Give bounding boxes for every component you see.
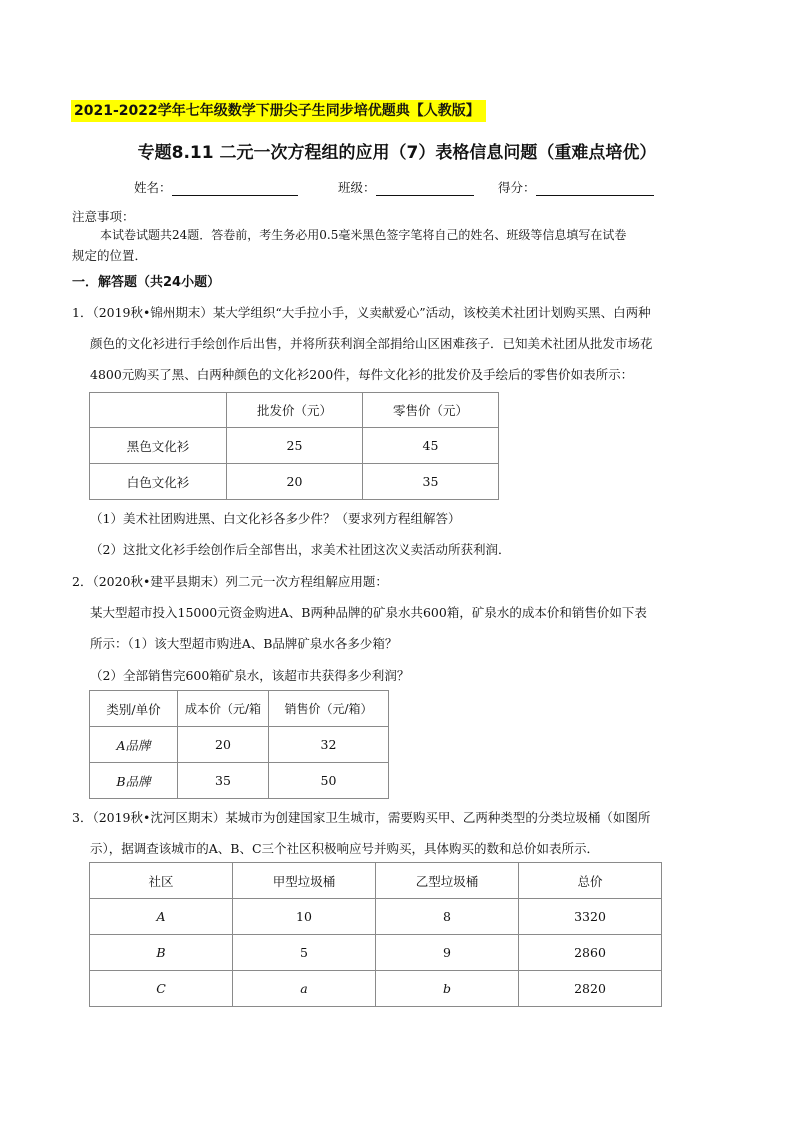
table-cell: 白色文化衫 <box>90 464 227 500</box>
q2-sub-2: （2）全部销售完600箱矿泉水，该超市共获得多少利润？ <box>90 668 410 683</box>
table-cell: C <box>90 971 233 1007</box>
table-cell: 2860 <box>519 935 662 971</box>
table-cell: 总价 <box>519 863 662 899</box>
q1-table <box>89 392 499 500</box>
class-field[interactable] <box>338 178 474 196</box>
name-label: 姓名： <box>134 180 172 195</box>
table-row <box>90 763 389 799</box>
notes-line-2: 规定的位置． <box>72 248 148 263</box>
q1-line-3: 4800元购买了黑、白两种颜色的文化衫200件，每件文化衫的批发价及手绘后的零售价如表所示： <box>90 367 634 382</box>
table-cell: 批发价（元） <box>227 393 363 428</box>
q1-line-1: 1．（2019秋•锦州期末）某大学组织“大手拉小手，义卖献爱心”活动，该校美术社团计划购买黑、白两种 <box>72 305 651 320</box>
table-cell: 零售价（元） <box>363 393 499 428</box>
q2-table <box>89 690 389 799</box>
table-cell: 5 <box>233 935 376 971</box>
table-cell: 类别/单价 <box>90 691 178 727</box>
table-cell: B品牌 <box>90 763 178 799</box>
section-heading: 一．解答题（共24小题） <box>72 275 221 290</box>
q1-sub-2: （2）这批文化衫手绘创作后全部售出，求美术社团这次义卖活动所获利润． <box>90 542 511 557</box>
header-banner: 2021-2022学年七年级数学下册尖子生同步培优题典【人教版】 <box>71 100 486 122</box>
table-row <box>90 428 499 464</box>
name-field[interactable] <box>134 178 298 196</box>
table-cell: A品牌 <box>90 727 178 763</box>
q1-sub-1: （1）美术社团购进黑、白文化衫各多少件？（要求列方程组解答） <box>90 511 461 526</box>
score-field[interactable] <box>498 178 654 196</box>
class-label: 班级： <box>338 180 376 195</box>
q2-line-3: 所示：（1）该大型超市购进A、B品牌矿泉水各多少箱？ <box>90 636 398 651</box>
table-row <box>90 691 389 727</box>
table-cell: 甲型垃圾桶 <box>233 863 376 899</box>
notes-heading: 注意事项： <box>72 209 135 224</box>
class-blank[interactable] <box>376 181 474 196</box>
table-cell: 10 <box>233 899 376 935</box>
table-cell: 2820 <box>519 971 662 1007</box>
table-cell: 9 <box>376 935 519 971</box>
table-cell: a <box>233 971 376 1007</box>
table-row <box>90 971 662 1007</box>
table-row <box>90 464 499 500</box>
table-cell: 45 <box>363 428 499 464</box>
table-row <box>90 935 662 971</box>
q3-line-2: 示），据调查该城市的A、B、C三个社区积极响应号并购买，具体购买的数和总价如表所示． <box>90 841 600 856</box>
q1-line-2: 颜色的文化衫进行手绘创作后出售，并将所获利润全部捐给山区困难孩子．已知美术社团从批发市场花 <box>90 336 653 351</box>
table-cell: 20 <box>227 464 363 500</box>
table-cell: b <box>376 971 519 1007</box>
q3-table <box>89 862 662 1007</box>
table-cell: 35 <box>178 763 269 799</box>
table-cell <box>90 393 227 428</box>
table-cell: 乙型垃圾桶 <box>376 863 519 899</box>
table-cell: 35 <box>363 464 499 500</box>
table-cell: A <box>90 899 233 935</box>
score-label: 得分： <box>498 180 536 195</box>
table-cell: 25 <box>227 428 363 464</box>
table-cell: 成本价（元/箱 <box>178 691 269 727</box>
table-cell: 20 <box>178 727 269 763</box>
score-blank[interactable] <box>536 181 654 196</box>
table-row <box>90 899 662 935</box>
table-cell: 32 <box>269 727 389 763</box>
table-row <box>90 393 499 428</box>
table-cell: B <box>90 935 233 971</box>
table-cell: 50 <box>269 763 389 799</box>
table-cell: 3320 <box>519 899 662 935</box>
q3-line-1: 3．（2019秋•沈河区期末）某城市为创建国家卫生城市，需要购买甲、乙两种类型的分类垃圾桶（如图所 <box>72 810 651 825</box>
table-cell: 销售价（元/箱） <box>269 691 389 727</box>
q2-line-2: 某大型超市投入15000元资金购进A、B两种品牌的矿泉水共600箱，矿泉水的成本价和销售价如下表 <box>90 605 647 620</box>
page-title: 专题8.11 二元一次方程组的应用（7）表格信息问题（重难点培优） <box>137 143 657 163</box>
notes-line-1: 本试卷试题共24题．答卷前，考生务必用0.5毫米黑色签字笔将自己的姓名、班级等信息填写在试卷 <box>100 228 627 242</box>
table-row <box>90 727 389 763</box>
table-row <box>90 863 662 899</box>
name-blank[interactable] <box>172 181 298 196</box>
table-cell: 黑色文化衫 <box>90 428 227 464</box>
table-cell: 8 <box>376 899 519 935</box>
q2-line-1: 2．（2020秋•建平县期末）列二元一次方程组解应用题： <box>72 574 388 589</box>
table-cell: 社区 <box>90 863 233 899</box>
